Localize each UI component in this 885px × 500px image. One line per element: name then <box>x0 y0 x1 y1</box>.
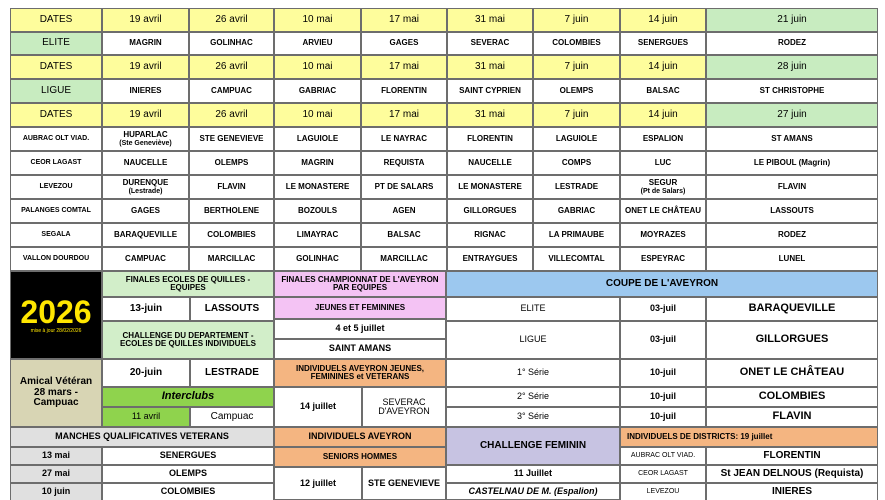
coupe-date: 10-juil <box>620 359 706 387</box>
cell-text: 19 avril <box>129 60 162 72</box>
cell-text: LE PIBOUL (Magrin) <box>753 157 831 167</box>
cell-text: GABRIAC <box>557 205 596 215</box>
grid-cell <box>447 151 533 175</box>
grid-cell <box>361 175 447 199</box>
finales-ecoles-title: FINALES ECOLES DE QUILLES - EQUIPES <box>102 271 274 297</box>
cell-text: 28 juin <box>777 60 807 72</box>
cell-text: DURENQUE <box>122 178 169 188</box>
grid-cell <box>102 175 189 199</box>
grid-cell <box>189 55 274 79</box>
grid-cell <box>274 127 361 151</box>
grid-cell <box>706 103 878 127</box>
challenge-dep-title: CHALLENGE DU DEPARTEMENT - ECOLES DE QUILLES INDIVIDUELS <box>102 321 274 359</box>
coupe-place: COLOMBIES <box>706 387 878 407</box>
grid-cell <box>361 79 447 103</box>
grid-cell <box>274 79 361 103</box>
grid-cell <box>706 32 878 55</box>
grid-cell <box>189 223 274 247</box>
grid-cell <box>447 175 533 199</box>
finales-champ-place: SAINT AMANS <box>274 339 446 359</box>
cell-subtext: (Lestrade) <box>128 187 163 195</box>
grid-cell <box>533 79 620 103</box>
cell-text: ONET LE CHÂTEAU <box>625 205 701 215</box>
coupe-date: 10-juil <box>620 407 706 427</box>
manches-date: 10 juin <box>10 483 102 500</box>
grid-cell <box>533 151 620 175</box>
cell-text: 14 juin <box>648 60 678 72</box>
grid-cell <box>447 199 533 223</box>
cell-text: AGEN <box>392 205 416 215</box>
challenge-dep-place: LESTRADE <box>190 359 274 387</box>
cell-text: PT DE SALARS <box>374 181 434 191</box>
year-box <box>10 271 102 359</box>
cell-text: LAGUIOLE <box>555 133 598 143</box>
manches-place: COLOMBIES <box>102 483 274 500</box>
grid-cell <box>533 32 620 55</box>
grid-cell <box>533 199 620 223</box>
cell-text: CAMPUAC <box>211 85 252 95</box>
grid-cell <box>361 247 447 271</box>
coupe-date: 10-juil <box>620 387 706 407</box>
grid-cell <box>620 79 706 103</box>
cell-text: 7 juin <box>564 13 589 25</box>
grid-cell <box>274 151 361 175</box>
grid-cell <box>189 103 274 127</box>
indiv-seniors-date: 12 juillet <box>274 467 362 500</box>
grid-cell <box>706 199 878 223</box>
cell-text: LUC <box>654 157 672 167</box>
cell-text: 14 juin <box>648 13 678 25</box>
cell-text: MAGRIN <box>301 157 334 167</box>
row-label: ELITE <box>10 32 102 55</box>
amical-box: Amical Vétéran 28 mars - Campuac <box>10 359 102 427</box>
cell-text: SEVERAC <box>470 38 510 48</box>
cell-text: BALSAC <box>387 229 421 239</box>
grid-cell <box>447 127 533 151</box>
cell-text: OLEMPS <box>559 85 594 95</box>
grid-cell <box>361 32 447 55</box>
grid-cell <box>102 79 189 103</box>
cell-text: SAINT CYPRIEN <box>459 85 521 95</box>
interclubs-place: Campuac <box>190 407 274 427</box>
cell-text: COLOMBIES <box>552 38 601 48</box>
grid-cell <box>706 175 878 199</box>
districts-title: INDIVIDUELS DE DISTRICTS: 19 juillet <box>620 427 878 447</box>
grid-cell <box>102 199 189 223</box>
grid-cell <box>361 8 447 32</box>
grid-cell <box>533 223 620 247</box>
grid-cell <box>533 8 620 32</box>
grid-cell <box>274 223 361 247</box>
cell-text: VILLECOMTAL <box>548 253 605 263</box>
challenge-fem-date: 11 Juillet <box>446 465 620 483</box>
cell-text: 7 juin <box>564 108 589 120</box>
district-place: St JEAN DELNOUS (Requista) <box>706 465 878 483</box>
row-label: DATES <box>10 55 102 79</box>
cell-text: 17 mai <box>388 13 419 25</box>
cell-text: GILLORGUES <box>463 205 517 215</box>
cell-text: 31 mai <box>474 108 505 120</box>
cell-text: COMPS <box>561 157 592 167</box>
cell-text: ENTRAYGUES <box>462 253 518 263</box>
grid-cell <box>533 247 620 271</box>
grid-cell <box>620 32 706 55</box>
cell-text: RODEZ <box>778 38 806 48</box>
grid-cell <box>620 199 706 223</box>
coupe-cat: 2° Série <box>446 387 620 407</box>
cell-text: BARAQUEVILLE <box>113 229 178 239</box>
cell-text: 21 juin <box>777 13 807 25</box>
row-label: CEOR LAGAST <box>10 151 102 175</box>
row-label: DATES <box>10 103 102 127</box>
cell-text: 31 mai <box>474 60 505 72</box>
manches-date: 27 mai <box>10 465 102 483</box>
coupe-title: COUPE DE L'AVEYRON <box>446 271 878 297</box>
grid-cell <box>447 32 533 55</box>
indiv-seniors-sub: SENIORS HOMMES <box>274 447 446 467</box>
challenge-fem-title: CHALLENGE FEMININ <box>446 427 620 465</box>
indiv-jeunes-title: INDIVIDUELS AVEYRON JEUNES, FEMININES et VETERANS <box>274 359 446 387</box>
cell-text: BERTHOLENE <box>203 205 260 215</box>
grid-cell <box>102 127 189 151</box>
grid-cell <box>102 103 189 127</box>
cell-text: LE NAYRAC <box>381 133 427 143</box>
cell-text: LA PRIMAUBE <box>548 229 605 239</box>
manches-place: SENERGUES <box>102 447 274 465</box>
cell-text: MOYRAZES <box>640 229 686 239</box>
indiv-seniors-title: INDIVIDUELS AVEYRON <box>274 427 446 447</box>
grid-cell <box>620 55 706 79</box>
coupe-place: ONET LE CHÂTEAU <box>706 359 878 387</box>
grid-cell <box>102 223 189 247</box>
cell-text: STE GENEVIEVE <box>199 133 264 143</box>
district-district: LEVEZOU <box>620 483 706 500</box>
cell-text: 19 avril <box>129 13 162 25</box>
cell-text: BALSAC <box>646 85 680 95</box>
manches-date: 13 mai <box>10 447 102 465</box>
cell-text: LESTRADE <box>554 181 599 191</box>
grid-cell <box>447 79 533 103</box>
grid-cell <box>706 127 878 151</box>
cell-text: REQUISTA <box>383 157 425 167</box>
grid-cell <box>533 127 620 151</box>
cell-text: CAMPUAC <box>125 253 166 263</box>
row-label: SEGALA <box>10 223 102 247</box>
grid-cell <box>361 103 447 127</box>
indiv-seniors-place: STE GENEVIEVE <box>362 467 446 500</box>
grid-cell <box>274 8 361 32</box>
cell-text: 10 mai <box>302 108 333 120</box>
finales-champ-sub: JEUNES ET FEMININES <box>274 297 446 319</box>
cell-text: 26 avril <box>215 108 248 120</box>
grid-cell <box>189 199 274 223</box>
coupe-place: GILLORGUES <box>706 321 878 359</box>
grid-cell <box>102 247 189 271</box>
grid-cell <box>447 8 533 32</box>
finales-ecoles-place: LASSOUTS <box>190 297 274 321</box>
grid-cell <box>274 32 361 55</box>
cell-text: NAUCELLE <box>123 157 168 167</box>
grid-cell <box>447 247 533 271</box>
indiv-jeunes-date: 14 juillet <box>274 387 362 427</box>
interclubs-title: Interclubs <box>102 387 274 407</box>
cell-text: LIMAYRAC <box>296 229 339 239</box>
grid-cell <box>274 175 361 199</box>
grid-cell <box>102 151 189 175</box>
cell-text: FLORENTIN <box>467 133 513 143</box>
coupe-cat: 1° Série <box>446 359 620 387</box>
cell-text: 10 mai <box>302 60 333 72</box>
cell-subtext: (Pt de Salars) <box>640 187 686 195</box>
finales-champ-date: 4 et 5 juillet <box>274 319 446 339</box>
cell-text: BOZOULS <box>297 205 338 215</box>
cell-subtext: (Ste Geneviève) <box>119 139 172 147</box>
cell-text: ESPALION <box>642 133 684 143</box>
grid-cell <box>620 223 706 247</box>
update-note: mise à jour 28/02/2026 <box>30 328 82 335</box>
grid-cell <box>447 223 533 247</box>
grid-cell <box>533 103 620 127</box>
year-label: 2026 <box>20 293 92 330</box>
grid-cell <box>274 55 361 79</box>
district-place: FLORENTIN <box>706 447 878 465</box>
cell-text: MARCILLAC <box>207 253 256 263</box>
row-label: VALLON DOURDOU <box>10 247 102 271</box>
coupe-cat: ELITE <box>446 297 620 321</box>
grid-cell <box>361 127 447 151</box>
coupe-place: BARAQUEVILLE <box>706 297 878 321</box>
grid-cell <box>706 55 878 79</box>
grid-cell <box>361 199 447 223</box>
cell-text: FLORENTIN <box>381 85 427 95</box>
cell-text: 17 mai <box>388 108 419 120</box>
grid-cell <box>189 8 274 32</box>
grid-cell <box>189 127 274 151</box>
cell-text: COLOMBIES <box>207 229 256 239</box>
grid-cell <box>706 8 878 32</box>
challenge-dep-date: 20-juin <box>102 359 190 387</box>
district-place: INIERES <box>706 483 878 500</box>
row-label: LIGUE <box>10 79 102 103</box>
cell-text: RIGNAC <box>474 229 506 239</box>
coupe-date: 03-juil <box>620 321 706 359</box>
manches-title: MANCHES QUALIFICATIVES VETERANS <box>10 427 274 447</box>
grid-cell <box>102 32 189 55</box>
cell-text: GOLINHAC <box>296 253 339 263</box>
cell-text: 10 mai <box>302 13 333 25</box>
cell-text: ST AMANS <box>771 133 813 143</box>
cell-text: GABRIAC <box>298 85 337 95</box>
grid-cell <box>620 103 706 127</box>
cell-text: FLAVIN <box>777 181 807 191</box>
grid-cell <box>189 151 274 175</box>
cell-text: ST CHRISTOPHE <box>759 85 825 95</box>
cell-text: MARCILLAC <box>380 253 428 263</box>
cell-text: LUNEL <box>778 253 806 263</box>
coupe-date: 03-juil <box>620 297 706 321</box>
grid-cell <box>274 199 361 223</box>
grid-cell <box>706 79 878 103</box>
cell-text: 7 juin <box>564 60 589 72</box>
grid-cell <box>620 175 706 199</box>
cell-text: NAUCELLE <box>468 157 512 167</box>
indiv-jeunes-place: SEVERAC D'AVEYRON <box>362 387 446 427</box>
cell-text: ARVIEU <box>302 38 333 48</box>
grid-cell <box>533 55 620 79</box>
row-label: DATES <box>10 8 102 32</box>
cell-text: RODEZ <box>778 229 806 239</box>
grid-cell <box>447 103 533 127</box>
cell-text: INIERES <box>129 85 162 95</box>
manches-place: OLEMPS <box>102 465 274 483</box>
grid-cell <box>102 8 189 32</box>
cell-text: FLAVIN <box>217 181 246 191</box>
row-label: AUBRAC OLT VIAD. <box>10 127 102 151</box>
grid-cell <box>274 103 361 127</box>
grid-cell <box>447 55 533 79</box>
finales-champ-title: FINALES CHAMPIONNAT DE L'AVEYRON PAR EQUIPES <box>274 271 446 297</box>
grid-cell <box>533 175 620 199</box>
grid-cell <box>361 151 447 175</box>
finales-ecoles-date: 13-juin <box>102 297 190 321</box>
cell-text: LE MONASTERE <box>285 181 350 191</box>
cell-text: ESPEYRAC <box>640 253 685 263</box>
cell-text: 19 avril <box>129 108 162 120</box>
grid-cell <box>189 32 274 55</box>
grid-cell <box>102 55 189 79</box>
grid-cell <box>620 151 706 175</box>
cell-text: GAGES <box>389 38 419 48</box>
cell-text: 26 avril <box>215 13 248 25</box>
district-district: AUBRAC OLT VIAD. <box>620 447 706 465</box>
coupe-cat: LIGUE <box>446 321 620 359</box>
interclubs-date: 11 avril <box>102 407 190 427</box>
coupe-place: FLAVIN <box>706 407 878 427</box>
cell-text: SEGUR <box>648 178 678 188</box>
cell-text: LAGUIOLE <box>296 133 339 143</box>
coupe-cat: 3° Série <box>446 407 620 427</box>
grid-cell <box>274 247 361 271</box>
cell-text: HUPARLAC <box>123 130 168 140</box>
cell-text: SENERGUES <box>637 38 689 48</box>
cell-text: LE MONASTERE <box>458 181 522 191</box>
district-district: CEOR LAGAST <box>620 465 706 483</box>
grid-cell <box>706 247 878 271</box>
grid-cell <box>189 175 274 199</box>
cell-text: 14 juin <box>648 108 678 120</box>
cell-text: OLEMPS <box>214 157 249 167</box>
cell-text: 26 avril <box>215 60 248 72</box>
cell-text: 17 mai <box>388 60 419 72</box>
grid-cell <box>620 247 706 271</box>
cell-text: 27 juin <box>777 108 807 120</box>
grid-cell <box>189 247 274 271</box>
grid-cell <box>361 223 447 247</box>
grid-cell <box>620 8 706 32</box>
cell-text: MAGRIN <box>129 38 162 48</box>
grid-cell <box>706 151 878 175</box>
challenge-fem-place: CASTELNAU DE M. (Espalion) <box>446 483 620 500</box>
row-label: LEVEZOU <box>10 175 102 199</box>
grid-cell <box>620 127 706 151</box>
cell-text: LASSOUTS <box>770 205 814 215</box>
grid-cell <box>189 79 274 103</box>
grid-cell <box>706 223 878 247</box>
row-label: PALANGES COMTAL <box>10 199 102 223</box>
cell-text: GOLINHAC <box>210 38 253 48</box>
grid-cell <box>361 55 447 79</box>
cell-text: 31 mai <box>474 13 505 25</box>
cell-text: GAGES <box>131 205 160 215</box>
